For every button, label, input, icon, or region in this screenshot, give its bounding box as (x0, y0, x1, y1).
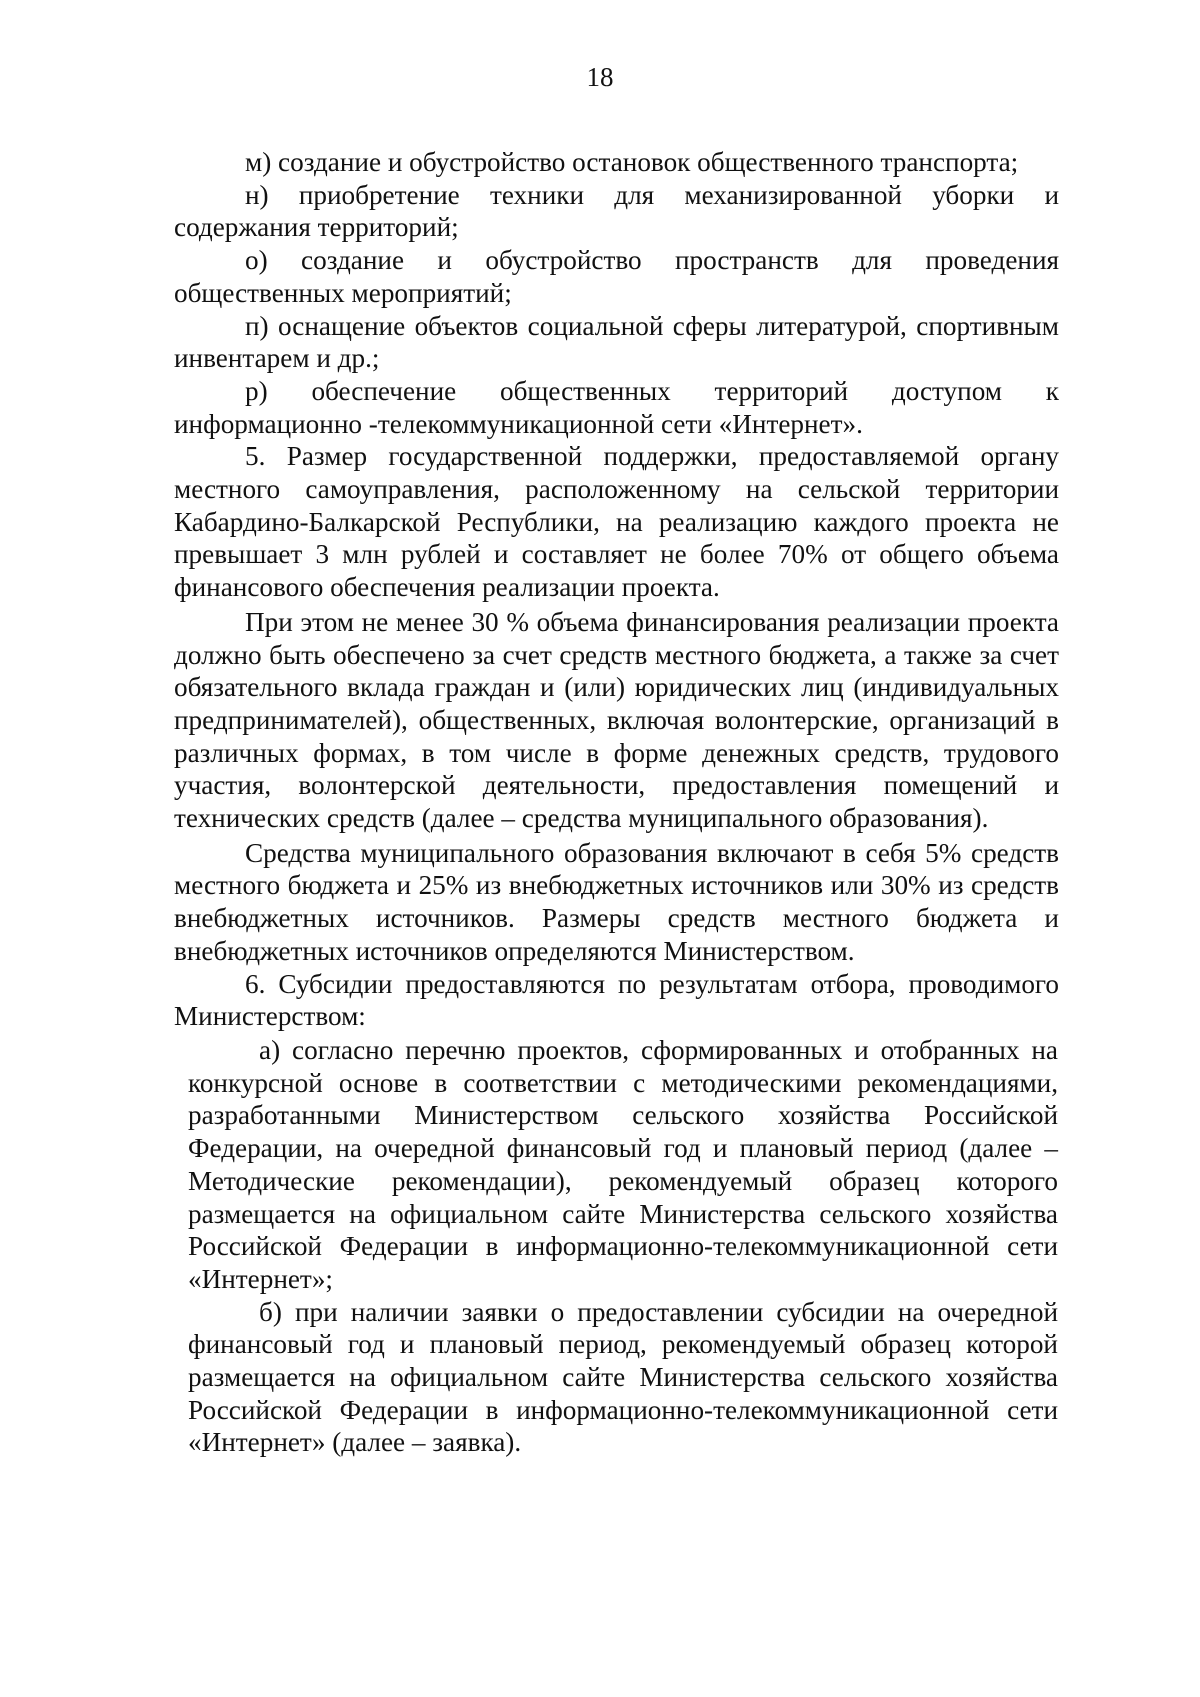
paragraph-funding-share: При этом не менее 30 % объема финансирования реализации проекта должно быть обеспечено за счет средств местного бюджета, а также за счет обязательного вклада граждан и (или) юридических лиц (индивидуальных предпринимателей), общественных, включая волонтерские, организаций в различных формах, в том числе в форме денежных средств, трудового участия, волонтерской деятельности, предоставления помещений и технических средств (далее – средства муниципального образования). (174, 606, 1059, 834)
paragraph-p: п) оснащение объектов социальной сферы литературой, спортивным инвентарем и др.; (174, 310, 1059, 374)
page-number: 18 (586, 62, 614, 92)
paragraph-5: 5. Размер государственной поддержки, предоставляемой органу местного самоуправления, расположенному на сельской территории Кабардино-Балкарской Республики, на реализацию каждого проекта не превышает 3 млн рублей и составляет не более 70% от общего объема финансового обеспечения реализации проекта. (174, 441, 1059, 603)
document-body (174, 146, 1059, 1033)
paragraph-b: б) при наличии заявки о предоставлении субсидии на очередной финансовый год и плановый период, рекомендуемый образец которой размещается на официальном сайте Министерства сельского хозяйства Российской Федерации в информационно-телекоммуникационной сети «Интернет» (далее – заявка). (188, 1296, 1058, 1458)
paragraph-a: а) согласно перечню проектов, сформированных и отобранных на конкурсной основе в соответствии с методическими рекомендациями, разработанными Министерством сельского хозяйства Российской Федерации, на очередной финансовый год и плановый период (далее – Методические рекомендации), рекомендуемый образец которого размещается на официальном сайте Министерства сельского хозяйства Российской Федерации в информационно-телекоммуникационной сети «Интернет»; (188, 1035, 1058, 1294)
paragraph-municipal-funds: Средства муниципального образования включают в себя 5% средств местного бюджета и 25% из внебюджетных источников или 30% из средств внебюджетных источников. Размеры средств местного бюджета и внебюджетных источников определяются Министерством. (174, 837, 1059, 966)
paragraph-n: н) приобретение техники для механизированной уборки и содержания территорий; (174, 179, 1059, 243)
paragraph-6: 6. Субсидии предоставляются по результатам отбора, проводимого Министерством: (174, 968, 1059, 1032)
paragraph-o: о) создание и обустройство пространств для проведения общественных мероприятий; (174, 245, 1059, 308)
paragraph-m: м) создание и обустройство остановок общественного транспорта; (245, 147, 1019, 177)
indented-document-body (188, 1034, 1058, 1459)
paragraph-r: р) обеспечение общественных территорий доступом к информационно -телекоммуникационной сети «Интернет». (174, 375, 1059, 439)
